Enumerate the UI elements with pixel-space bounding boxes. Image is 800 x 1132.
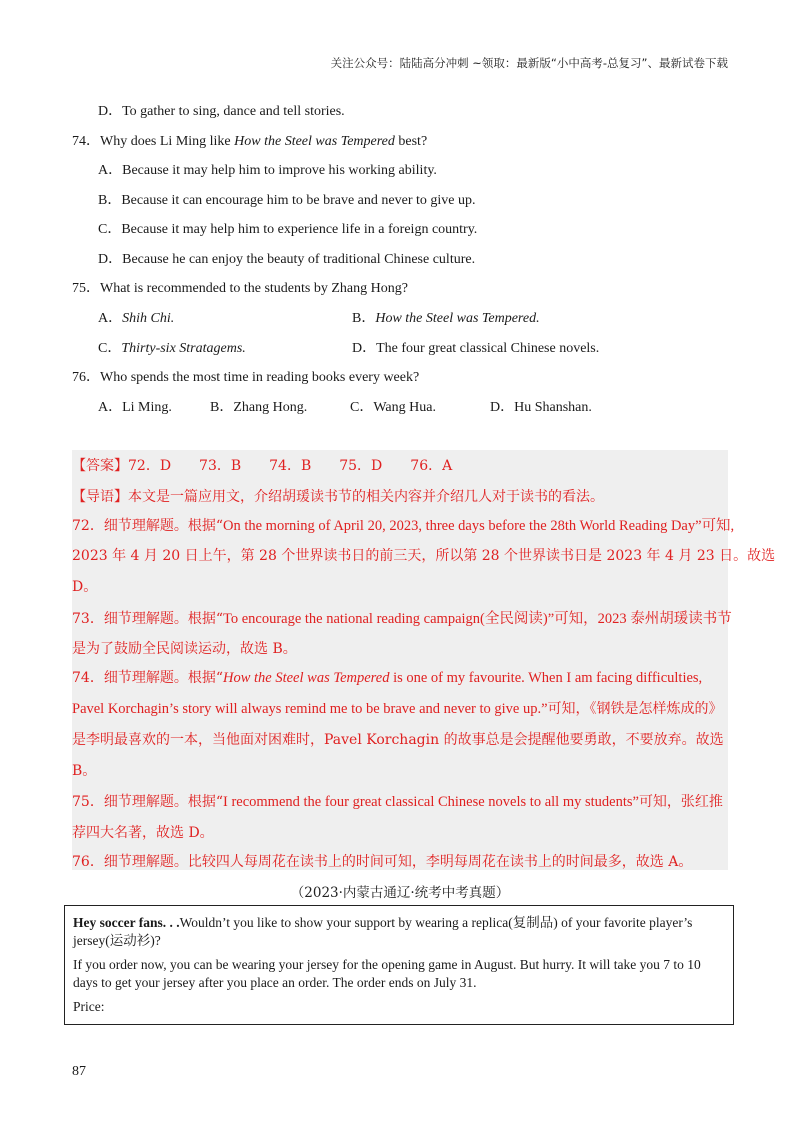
q74-book-title: How the Steel was Tempered (234, 134, 395, 149)
passage-source: （2023·内蒙古通辽·统考中考真题） (290, 885, 510, 901)
option-74-d: D．Because he can enjoy the beauty of traditional Chinese culture. (98, 252, 476, 267)
passage-lead-bold: Hey soccer fans. . . (73, 915, 180, 930)
explanation-75-line1 (72, 791, 723, 811)
option-75-c-label: C． (98, 341, 122, 356)
option-75-a (98, 307, 174, 327)
option-74-b: B．Because it can encourage him to be brave and never to give up. (98, 193, 476, 208)
q74-pre: 74．Why does Li Ming like (72, 134, 235, 149)
q74-post: best? (394, 134, 428, 149)
passage-lead-rest: Wouldn’t you like to show your support by wearing a replica(复制品) of your favorite player’s jersey(运动衫)? (73, 915, 693, 948)
explanation-75-prefix: 75．细节理解题。根据“ (72, 794, 223, 810)
explanation-72-line3: D。 (72, 579, 98, 595)
explanation-72-prefix: 72．细节理解题。根据“ (72, 518, 223, 534)
explanation-75-quote: I recommend the four great classical Chinese novels to all my students” (222, 794, 639, 810)
option-75-b (352, 307, 540, 327)
passage-paragraph-1 (73, 914, 725, 950)
option-76-d: D．Hu Shanshan. (490, 400, 592, 415)
explanation-72-quote: On the morning of April 20, 2023, three days before the 28th World Reading Day”可知, (222, 518, 735, 534)
explanation-74-line1 (72, 667, 702, 687)
explanation-76: 76．细节理解题。比较四人每周花在读书上的时间可知，李明每周花在读书上的时间最多，故选 A。 (72, 854, 693, 870)
option-75-b-label: B． (352, 311, 376, 326)
option-75-c-text: Thirty-six Stratagems. (121, 341, 246, 356)
option-75-c (98, 337, 246, 357)
explanation-74-line4: B。 (72, 763, 97, 779)
reading-passage-box (64, 905, 734, 1025)
option-75-b-text: How the Steel was Tempered. (375, 311, 540, 326)
explanation-74-conclusion: 可知，《钢铁是怎样炼成的》 (547, 701, 723, 717)
answer-key: 【答案】72．D 73．B 74．B 75．D 76．A (72, 458, 453, 474)
explanation-74-line3: 是李明最喜欢的一本，当他面对困难时，Pavel Korchagin 的故事总是会提醒他要勇敢，不要放弃。故选 (72, 732, 724, 748)
explanation-72-line1 (72, 514, 734, 535)
answer-intro: 【导语】本文是一篇应用文，介绍胡瑗读书节的相关内容并介绍几人对于读书的看法。 (72, 489, 604, 505)
passage-paragraph-3: Price: (73, 999, 105, 1014)
explanation-74-line2 (72, 698, 723, 718)
option-74-a: A．Because it may help him to improve his working ability. (98, 163, 437, 178)
page-number: 87 (72, 1064, 86, 1079)
explanation-74-quote: is one of my favourite. When I am facing difficulties, (389, 670, 703, 686)
explanation-74-prefix: 74．细节理解题。根据“ (72, 670, 223, 686)
passage-paragraph-2: If you order now, you can be wearing your jersey for the opening game in August. But hurry. It will take you 7 to 10 days to get your jersey after you place an order. The order ends on July 31. (73, 957, 701, 990)
explanation-74-quote-cont: Pavel Korchagin’s story will always remind me to be brave and never to give up.” (72, 701, 548, 717)
option-76-a: A．Li Ming. (98, 400, 172, 415)
explanation-72-line2: 2023 年 4 月 20 日上午，第 28 个世界读书日的前三天，所以第 28 个世界读书日是 2023 年 4 月 23 日。故选 (72, 548, 776, 564)
option-75-d: D．The four great classical Chinese novels. (352, 341, 600, 356)
explanation-74-book-title: How the Steel was Tempered (222, 670, 390, 686)
question-76-stem: 76．Who spends the most time in reading books every week? (72, 370, 420, 385)
page-header: 关注公众号：陆陆高分冲刺 ~领取：最新版“小中高考-总复习”、最新试卷下载 (330, 56, 728, 70)
question-75-stem: 75．What is recommended to the students by Zhang Hong? (72, 281, 408, 296)
explanation-75-conclusion: 可知，张红推 (638, 794, 723, 810)
option-75-a-label: A． (98, 311, 123, 326)
explanation-73-prefix: 73．细节理解题。根据“ (72, 611, 223, 627)
option-75-a-text: Shih Chi. (122, 311, 175, 326)
option-73-d: D．To gather to sing, dance and tell stories. (98, 104, 345, 119)
explanation-73-line2: 是为了鼓励全民阅读运动，故选 B。 (72, 641, 297, 657)
explanation-75-line2: 荐四大名著，故选 D。 (72, 825, 214, 841)
question-74-stem (72, 130, 427, 150)
option-74-c: C．Because it may help him to experience life in a foreign country. (98, 222, 478, 237)
explanation-73-quote: To encourage the national reading campaign(全民阅读)”可知，2023 泰州胡瑗读书节 (222, 611, 732, 627)
explanation-73-line1 (72, 607, 732, 628)
option-76-c: C．Wang Hua. (350, 400, 436, 415)
option-76-b: B．Zhang Hong. (210, 400, 308, 415)
